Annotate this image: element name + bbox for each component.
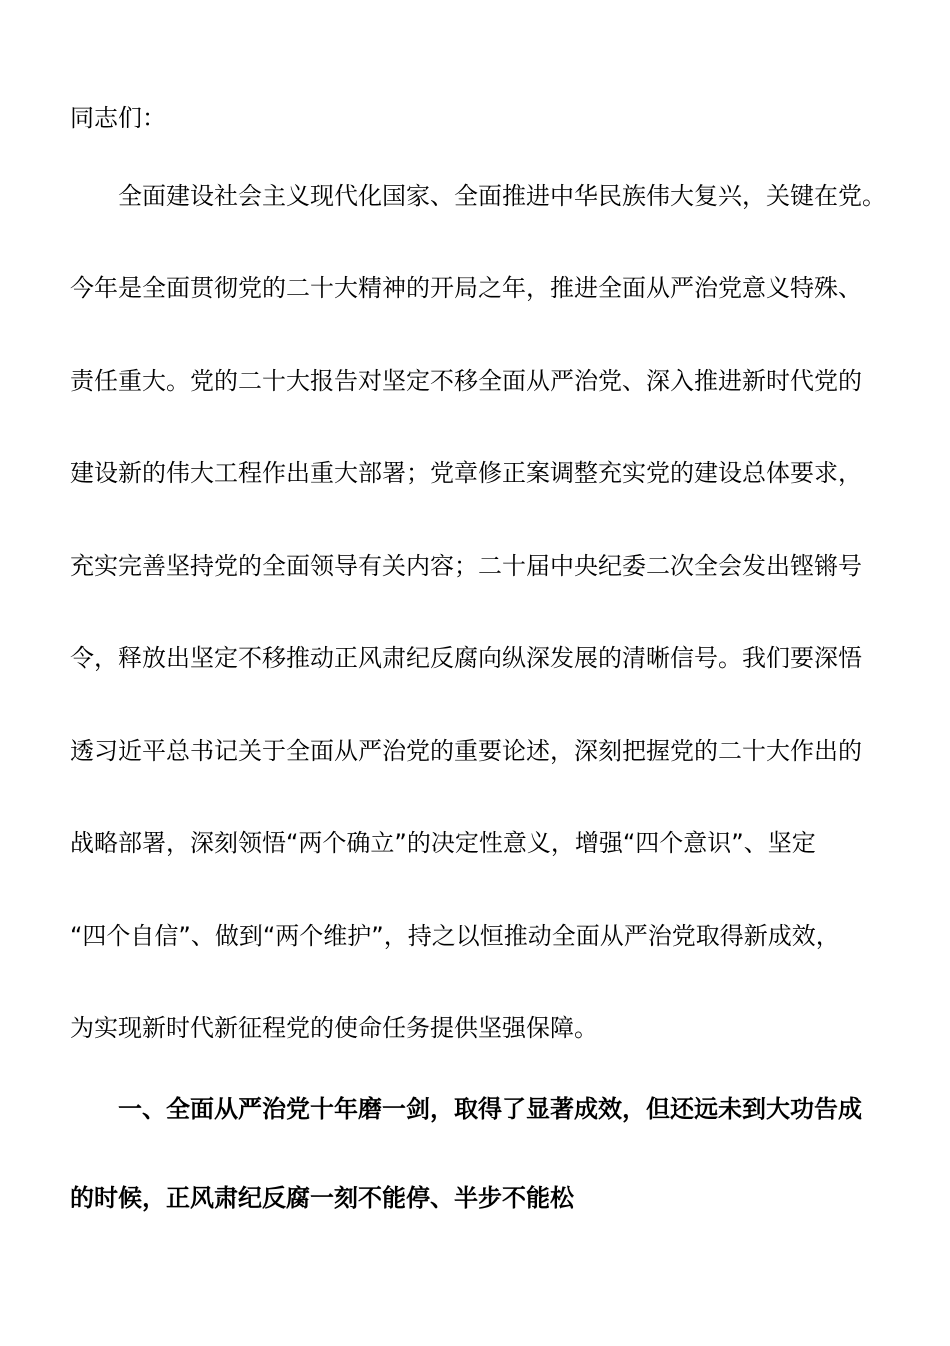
paragraph-line: “四个自信”、做到“两个维护”，持之以恒推动全面从严治党取得新成效，	[70, 922, 840, 950]
section-heading-line: 的时候，正风肃纪反腐一刻不能停、半步不能松	[70, 1184, 574, 1212]
paragraph-line: 责任重大。党的二十大报告对坚定不移全面从严治党、深入推进新时代党的	[70, 367, 862, 395]
section-heading-line: 一、全面从严治党十年磨一剑，取得了显著成效，但还远未到大功告成	[118, 1095, 862, 1123]
paragraph-line: 战略部署，深刻领悟“两个确立”的决定性意义，增强“四个意识”、坚定	[70, 829, 816, 857]
paragraph-line: 为实现新时代新征程党的使命任务提供坚强保障。	[70, 1014, 598, 1042]
paragraph-line: 透习近平总书记关于全面从严治党的重要论述，深刻把握党的二十大作出的	[70, 737, 862, 765]
paragraph-line: 建设新的伟大工程作出重大部署；党章修正案调整充实党的建设总体要求，	[70, 459, 862, 487]
paragraph-line: 充实完善坚持党的全面领导有关内容；二十届中央纪委二次全会发出铿锵号	[70, 552, 862, 580]
paragraph-line: 全面建设社会主义现代化国家、全面推进中华民族伟大复兴，关键在党。	[118, 182, 886, 210]
salutation: 同志们：	[70, 104, 166, 132]
paragraph-line: 今年是全面贯彻党的二十大精神的开局之年，推进全面从严治党意义特殊、	[70, 274, 862, 302]
paragraph-line: 令，释放出坚定不移推动正风肃纪反腐向纵深发展的清晰信号。我们要深悟	[70, 644, 862, 672]
